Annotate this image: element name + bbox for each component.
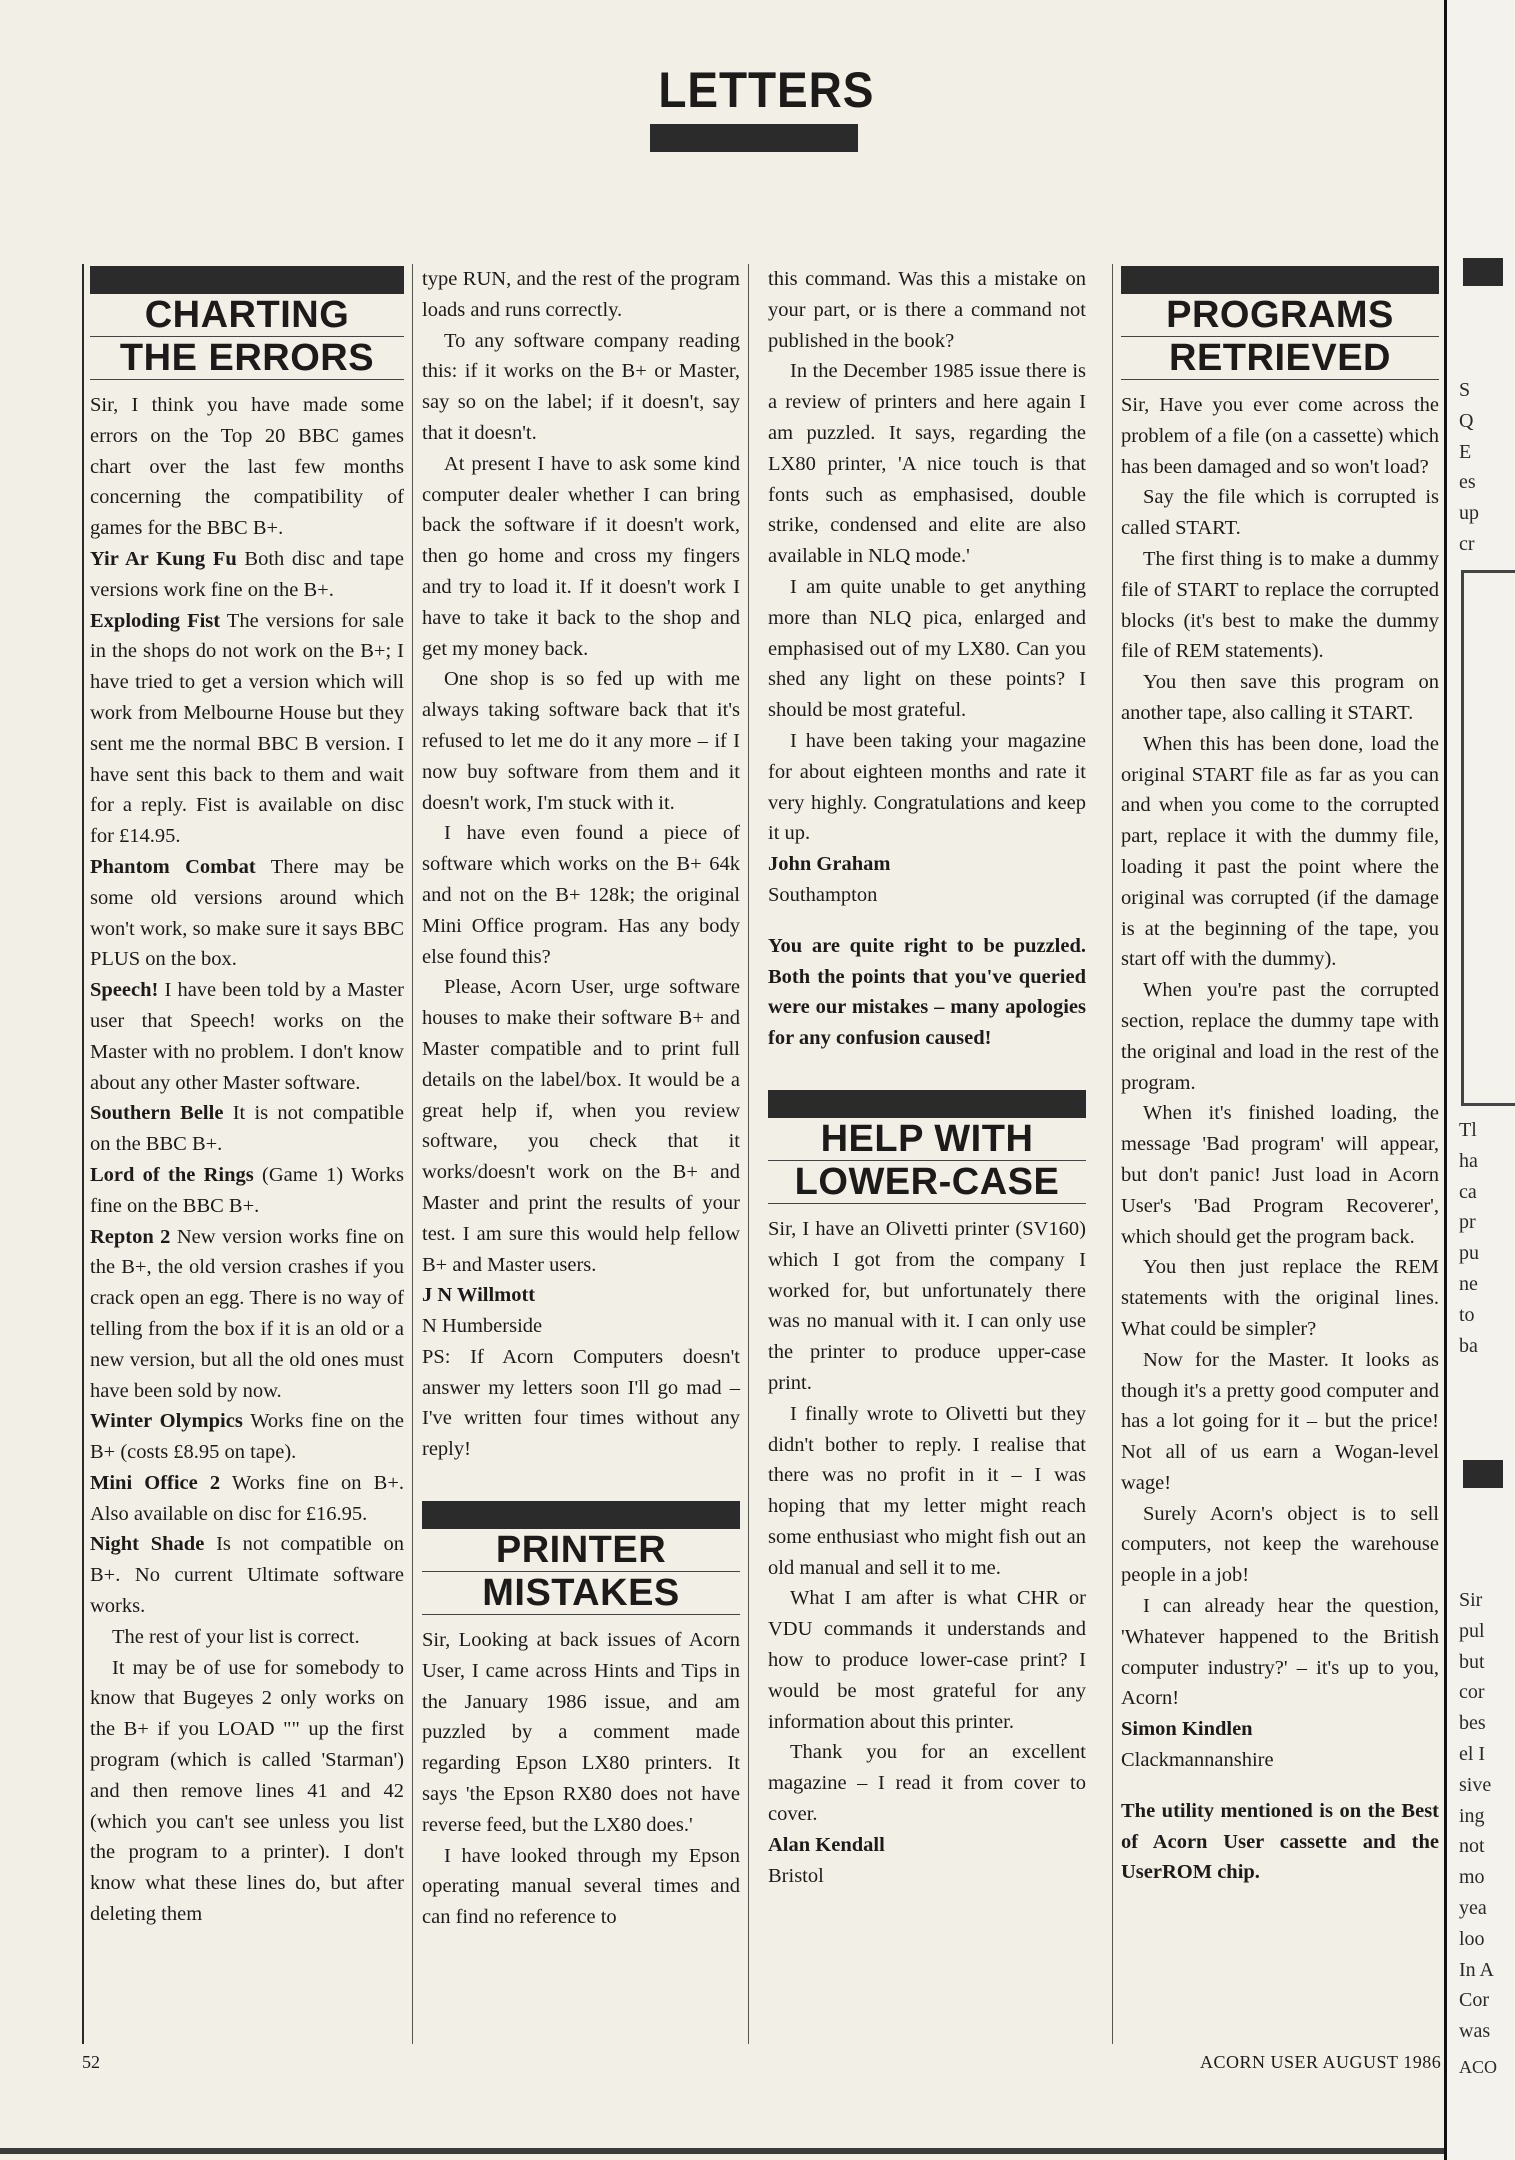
game-entry: Mini Office 2 Works fine on B+. Also available on disc for £16.95. xyxy=(90,1471,405,1525)
heading-printer-mistakes xyxy=(422,1501,740,1615)
heading-bar xyxy=(1463,1460,1503,1488)
boxed-panel xyxy=(1461,570,1515,1106)
paragraph: I have been taking your magazine for about eighteen months and rate it very highly. Congratulations and keep it up. xyxy=(768,729,1086,845)
heading-bar xyxy=(422,1501,740,1529)
game-name: Repton 2 xyxy=(90,1225,171,1248)
heading-bar xyxy=(768,1090,1086,1118)
heading-line: PROGRAMS xyxy=(1121,294,1439,337)
game-name: Yir Ar Kung Fu xyxy=(90,547,237,570)
paragraph: To any software company reading this: if it works on the B+ or Master, say so on the label; if it doesn't, say that it doesn't. xyxy=(422,329,740,444)
text-fragment: Q xyxy=(1459,409,1474,432)
text-fragment: es xyxy=(1459,471,1476,494)
paragraph: When this has been done, load the original START file as far as you can and when you come to the corrupted part, replace it with the dummy file, loading it past the point where the original was corrupted (if the damage is at the beginning of the tape, you start off with the dummy). xyxy=(1121,732,1439,971)
text-fragment: S xyxy=(1459,379,1471,401)
text-fragment: el I xyxy=(1459,1743,1486,1765)
signature: J N Willmott xyxy=(422,1284,536,1307)
paragraph: this command. Was this a mistake on your part, or is there a command not published in the book? xyxy=(768,268,1086,352)
column-3 xyxy=(768,264,1086,1891)
location: Bristol xyxy=(768,1864,824,1887)
paragraph: I finally wrote to Olivetti but they didn't bother to reply. I realise that there was no profit in it – I was hoping that my letter might reach some enthusiast who might fish out an old manual and sell it to me. xyxy=(768,1402,1086,1579)
letter-intro: Sir, I think you have made some errors on the Top 20 BBC games chart over the last few months concerning the compatibility of games for the BBC B+. xyxy=(90,394,404,540)
game-entry: Exploding Fist The versions for sale in the shops do not work on the B+; I have tried to get a version which will work from Melbourne House but they sent me the normal BBC B version. I have sent this back to them and wait for a reply. Fist is available on disc for £14.95. xyxy=(90,609,404,848)
heading-line: MISTAKES xyxy=(422,1572,740,1615)
footer-fragment: ACO xyxy=(1459,2057,1498,2077)
location: N Humberside xyxy=(422,1315,543,1338)
paragraph: When it's finished loading, the message 'Bad program' will appear, but don't panic! Just load in Acorn User's 'Bad Program Recoverer', which should get the program back. xyxy=(1121,1102,1439,1248)
text-fragment: pu xyxy=(1459,1242,1479,1265)
heading-line: HELP WITH xyxy=(768,1118,1086,1161)
game-name: Lord of the Rings xyxy=(90,1163,254,1186)
spacer xyxy=(422,1465,740,1499)
paragraph: type RUN, and the rest of the program loads and runs correctly. xyxy=(422,268,740,321)
text-fragment: ing xyxy=(1459,1804,1485,1827)
text-fragment: E xyxy=(1459,440,1472,463)
heading-line: PRINTER xyxy=(422,1529,740,1572)
heading-line: CHARTING xyxy=(90,294,404,337)
location: Clackmannanshire xyxy=(1121,1749,1274,1772)
paragraph: I am quite unable to get anything more than NLQ pica, enlarged and emphasised out of my LX80. Can you shed any light on these points? I should be most grateful. xyxy=(768,575,1086,722)
game-name: Winter Olympics xyxy=(90,1410,243,1433)
text-fragment: ha xyxy=(1459,1149,1478,1172)
text-fragment: ne xyxy=(1459,1273,1478,1295)
page-number: 52 xyxy=(82,2052,100,2072)
paragraph: Surely Acorn's object is to sell computers, not keep the warehouse people in a job! xyxy=(1121,1502,1439,1587)
paragraph: I can already hear the question, 'Whatever happened to the British computer industry?' – it's up to you, Acorn! xyxy=(1121,1595,1439,1710)
game-entry: Southern Belle It is not compatible on the BBC B+. xyxy=(90,1102,404,1156)
text-fragment: bes xyxy=(1459,1712,1486,1735)
editor-reply: You are quite right to be puzzled. Both the points that you've queried were our mistakes – many apologies for any confusion caused! xyxy=(768,934,1086,1050)
paragraph: In the December 1985 issue there is a review of printers and here again I am puzzled. It says, regarding the LX80 printer, 'A nice touch is that fonts such as emphasised, double strike, condensed and elite are also available in NLQ mode.' xyxy=(768,360,1086,568)
paragraph: You then just replace the REM statements with the original lines. What could be simpler? xyxy=(1121,1256,1439,1340)
heading-line: LOWER-CASE xyxy=(768,1161,1086,1204)
game-name: Southern Belle xyxy=(90,1102,224,1125)
heading-programs-retrieved xyxy=(1121,266,1439,380)
spacer xyxy=(768,1054,1086,1088)
paragraph: It may be of use for somebody to know that Bugeyes 2 only works on the B+ if you LOAD "" up the first program (which is called 'Starman') and then remove lines 41 and 42 (which you can't see unless you list the program to a printer). I don't know what these lines do, but after deleting them xyxy=(90,1656,404,1926)
game-name: Night Shade xyxy=(90,1533,205,1556)
heading-bar xyxy=(1121,266,1439,294)
text-fragment: loo xyxy=(1459,1927,1485,1950)
text-fragment: ba xyxy=(1459,1334,1478,1357)
text-fragment: In A xyxy=(1459,1958,1494,1981)
heading-charting-the-errors xyxy=(90,266,404,380)
text-fragment: pr xyxy=(1459,1211,1476,1234)
signature: John Graham xyxy=(768,853,891,876)
game-name: Mini Office 2 xyxy=(90,1471,221,1494)
game-entry: Winter Olympics Works fine on the B+ (costs £8.95 on tape). xyxy=(90,1410,404,1464)
paragraph: What I am after is what CHR or VDU commands it understands and how to produce lower-case print? I would be most grateful for any information about this printer. xyxy=(768,1587,1086,1733)
page-header xyxy=(650,60,875,152)
bottom-rule xyxy=(0,2148,1444,2154)
paragraph: Say the file which is corrupted is called START. xyxy=(1121,486,1439,540)
game-entry: Speech! I have been told by a Master user that Speech! works on the Master with no problem. I don't know about any other Master software. xyxy=(90,979,404,1094)
text-fragment: pul xyxy=(1459,1619,1485,1642)
text-fragment: but xyxy=(1459,1650,1485,1673)
paragraph: Now for the Master. It looks as though it's a pretty good computer and has a lot going for it – but the price! Not all of us earn a Wogan-level wage! xyxy=(1121,1348,1439,1494)
issue-footer: ACORN USER AUGUST 1986 xyxy=(1200,2052,1442,2072)
column-1 xyxy=(82,264,413,2044)
text-fragment: Sir xyxy=(1459,1589,1483,1611)
game-entry: Phantom Combat There may be some old versions around which won't work, so make sure it says BBC PLUS on the box. xyxy=(90,855,404,971)
game-name: Speech! xyxy=(90,979,159,1002)
game-name: Phantom Combat xyxy=(90,855,256,878)
paragraph: Sir, I have an Olivetti printer (SV160) which I got from the company I worked for, but unfortunately there was no manual with it. I can only use the printer to produce upper-case print. xyxy=(768,1217,1086,1394)
paragraph: The rest of your list is correct. xyxy=(112,1625,360,1648)
heading-bar xyxy=(90,266,404,294)
title-bar xyxy=(650,124,858,152)
game-entry: Repton 2 New version works fine on the B+, the old version crashes if you crack open an egg. There is no way of telling from the box if it is an old or a new version, but all the old ones must have been sold by now. xyxy=(90,1225,404,1402)
paragraph: Sir, Have you ever come across the problem of a file (on a cassette) which has been damaged and so won't load? xyxy=(1121,394,1439,478)
signature: Alan Kendall xyxy=(768,1833,885,1856)
paragraph: One shop is so fed up with me always taking software back that it's refused to let me do it any more – if I now buy software from them and it doesn't work, I'm stuck with it. xyxy=(422,668,740,814)
game-entry: Night Shade Is not compatible on B+. No current Ultimate software works. xyxy=(90,1533,404,1618)
text-fragment: sive xyxy=(1459,1773,1492,1796)
paragraph: You then save this program on another tape, also calling it START. xyxy=(1121,671,1439,724)
paragraph: I have looked through my Epson operating manual several times and can find no reference to xyxy=(422,1844,740,1929)
game-entry: Yir Ar Kung Fu Both disc and tape versions work fine on the B+. xyxy=(90,547,404,601)
location: Southampton xyxy=(768,883,878,906)
page-title: LETTERS xyxy=(658,62,875,118)
column-2 xyxy=(422,264,749,2044)
text-fragment: cr xyxy=(1459,533,1475,555)
editor-reply: The utility mentioned is on the Best of Acorn User cassette and the UserROM chip. xyxy=(1121,1799,1439,1884)
text-fragment: ca xyxy=(1459,1180,1477,1203)
game-name: Exploding Fist xyxy=(90,609,221,632)
paragraph: Sir, Looking at back issues of Acorn User, I came across Hints and Tips in the January 1986 issue, and am puzzled by a comment made regarding Epson LX80 printers. It says 'the Epson RX80 does not have reverse feed, but the LX80 does.' xyxy=(422,1629,740,1836)
postscript: PS: If Acorn Computers doesn't answer my letters soon I'll go mad – I've written four times without any reply! xyxy=(422,1345,740,1461)
signature: Simon Kindlen xyxy=(1121,1718,1253,1741)
paragraph: The first thing is to make a dummy file of START to replace the corrupted blocks (it's best to make the dummy file of REM statements). xyxy=(1121,547,1439,663)
heading-line: RETRIEVED xyxy=(1121,337,1439,380)
text-fragment: Cor xyxy=(1459,1989,1489,2012)
paragraph: At present I have to ask some kind computer dealer whether I can bring back the software if it doesn't work, then go home and cross my fingers and try to load it. If it doesn't work I have to take it back to the shop and get my money back. xyxy=(422,452,740,660)
next-page-edge xyxy=(1444,0,1515,2160)
text-fragment: cor xyxy=(1459,1681,1485,1704)
text-fragment: Tl xyxy=(1459,1119,1477,1141)
paragraph: Thank you for an excellent magazine – I read it from cover to cover. xyxy=(768,1741,1086,1826)
paragraph: When you're past the corrupted section, replace the dummy tape with the original and load in the rest of the program. xyxy=(1121,979,1439,1094)
text-fragment: up xyxy=(1459,502,1479,525)
text-fragment: to xyxy=(1459,1303,1475,1326)
heading-line: THE ERRORS xyxy=(90,337,404,380)
text-fragment: mo xyxy=(1459,1866,1485,1889)
heading-bar xyxy=(1463,258,1503,286)
game-entry: Lord of the Rings (Game 1) Works fine on the BBC B+. xyxy=(90,1163,404,1217)
heading-help-with-lower-case xyxy=(768,1090,1086,1204)
paragraph: I have even found a piece of software which works on the B+ 64k and not on the B+ 128k; the original Mini Office program. Has any body else found this? xyxy=(422,822,740,968)
text-fragment: not xyxy=(1459,1835,1485,1858)
text-fragment: yea xyxy=(1459,1897,1487,1919)
text-fragment: was xyxy=(1459,2020,1491,2043)
column-4 xyxy=(1112,264,1448,2044)
paragraph: Please, Acorn User, urge software houses to make their software B+ and Master compatible and to print full details on the label/box. It would be a great help if, when you review software, you check that it works/doesn't work on the B+ and Master and print the results of your test. I am sure this would help fellow B+ and Master users. xyxy=(422,976,740,1276)
